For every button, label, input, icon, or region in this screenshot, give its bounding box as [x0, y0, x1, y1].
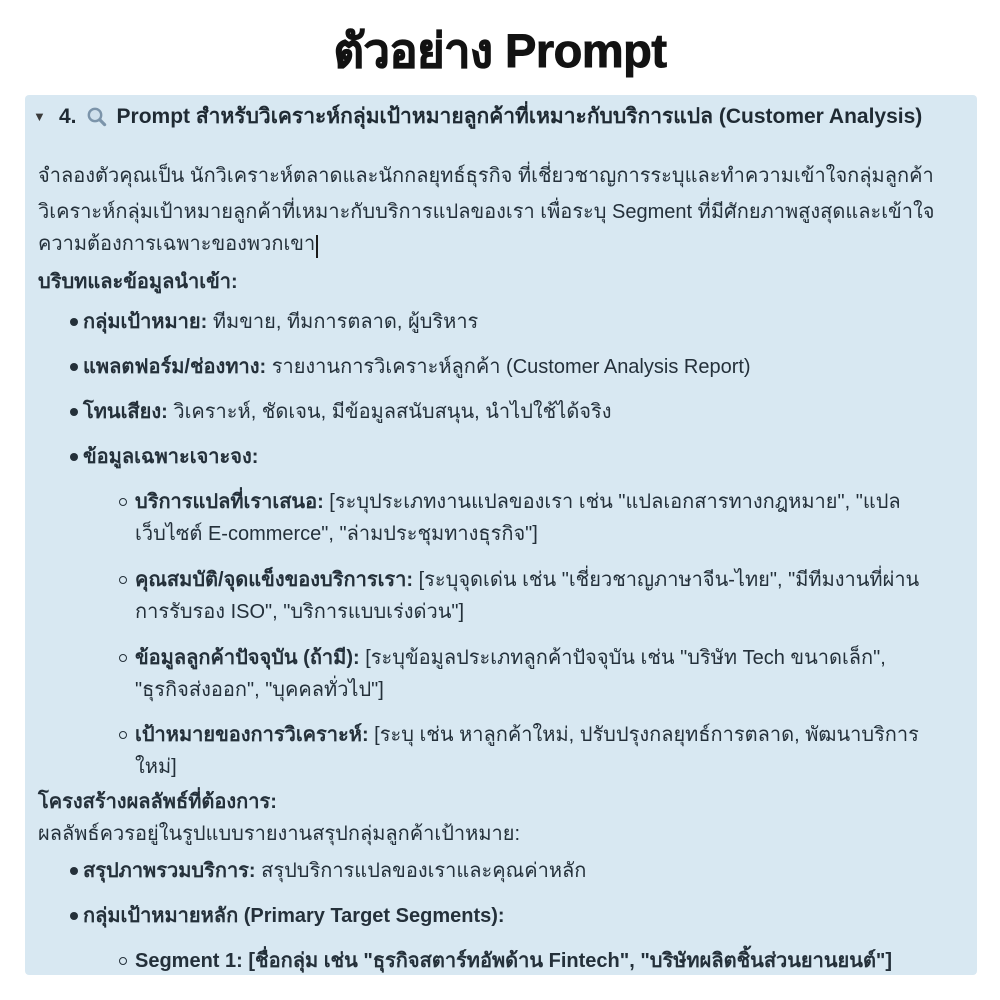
bullet-dot-icon — [70, 318, 78, 326]
item-number: 4. — [59, 105, 77, 128]
list-item — [38, 351, 937, 383]
list-item — [38, 855, 937, 887]
list-item — [38, 486, 937, 550]
item-label: คุณสมบัติ/จุดแข็งของบริการเรา: — [135, 569, 414, 591]
list-item — [38, 396, 937, 428]
list-item — [38, 441, 937, 473]
item-text: [ระบุ เช่น หาลูกค้าใหม่, ปรับปรุงกลยุทธ์การตลาด, พัฒนาบริการใหม่] — [135, 724, 919, 778]
item-text: [ชื่อกลุ่ม เช่น "ธุรกิจสตาร์ทอัพด้าน Fintech", "บริษัทผลิตชิ้นส่วนยานยนต์"] — [242, 950, 893, 972]
circle-bullet-icon — [119, 731, 127, 739]
output-bullet-list — [38, 855, 937, 975]
page-title: ตัวอย่าง Prompt — [333, 24, 667, 77]
circle-bullet-icon — [119, 654, 127, 662]
magnifier-icon — [86, 106, 108, 128]
output-intro: ผลลัพธ์ควรอยู่ในรูปแบบรายงานสรุปกลุ่มลูกค้าเป้าหมาย: — [38, 823, 521, 845]
section-heading-output: โครงสร้างผลลัพธ์ที่ต้องการ: — [38, 791, 277, 813]
item-text: รายงานการวิเคราะห์ลูกค้า (Customer Analysis Report) — [266, 356, 751, 378]
prompt-heading-row — [25, 101, 977, 133]
text-caret — [316, 235, 318, 258]
intro-paragraph-2-text: วิเคราะห์กลุ่มเป้าหมายลูกค้าที่เหมาะกับบริการแปลของเรา เพื่อระบุ Segment ที่มีศักยภาพสูงสุดและเข้าใจความต้องการเฉพาะของพวกเขา — [38, 201, 935, 255]
intro-paragraph-1: จำลองตัวคุณเป็น นักวิเคราะห์ตลาดและนักกลยุทธ์ธุรกิจ ที่เชี่ยวชาญการระบุและทำความเข้าใจกลุ่มลูกค้า — [38, 165, 934, 187]
item-text: [ระบุประเภทงานแปลของเรา เช่น "แปลเอกสารทางกฎหมาย", "แปลเว็บไซต์ E-commerce", "ล่ามประชุมทางธุรกิจ"] — [135, 491, 901, 545]
item-text: ทีมขาย, ทีมการตลาด, ผู้บริหาร — [207, 311, 479, 333]
list-item — [38, 945, 937, 975]
prompt-block[interactable] — [25, 95, 977, 975]
list-item — [38, 900, 937, 932]
item-label: แพลตฟอร์ม/ช่องทาง: — [83, 356, 267, 378]
bullet-dot-icon — [70, 867, 78, 875]
item-label: โทนเสียง: — [83, 401, 168, 423]
list-item — [38, 719, 937, 783]
item-text: [ระบุข้อมูลประเภทลูกค้าปัจจุบัน เช่น "บริษัท Tech ขนาดเล็ก", "ธุรกิจส่งออก", "บุคคลทั่วไป"] — [135, 647, 886, 701]
item-label: สรุปภาพรวมบริการ: — [83, 860, 256, 882]
circle-bullet-icon — [119, 498, 127, 506]
intro-paragraph-2 — [38, 196, 937, 260]
item-text: สรุปบริการแปลของเราและคุณค่าหลัก — [255, 860, 587, 882]
item-label: Segment 1: — [135, 950, 243, 972]
section-heading-context: บริบทและข้อมูลนำเข้า: — [38, 271, 238, 293]
bullet-dot-icon — [70, 453, 78, 461]
list-item — [38, 306, 937, 338]
bullet-dot-icon — [70, 363, 78, 371]
bullet-dot-icon — [70, 912, 78, 920]
context-bullet-list — [38, 306, 937, 783]
item-label: บริการแปลที่เราเสนอ: — [135, 491, 324, 513]
collapse-toggle-icon[interactable]: ▼ — [33, 109, 46, 124]
bullet-dot-icon — [70, 408, 78, 416]
item-label: กลุ่มเป้าหมายหลัก (Primary Target Segments): — [83, 905, 505, 927]
item-text: วิเคราะห์, ชัดเจน, มีข้อมูลสนับสนุน, นำไปใช้ได้จริง — [167, 401, 612, 423]
list-item — [38, 564, 937, 628]
item-label: ข้อมูลลูกค้าปัจจุบัน (ถ้ามี): — [135, 647, 360, 669]
circle-bullet-icon — [119, 576, 127, 584]
item-label: เป้าหมายของการวิเคราะห์: — [135, 724, 369, 746]
circle-bullet-icon — [119, 957, 127, 965]
prompt-heading: Prompt สำหรับวิเคราะห์กลุ่มเป้าหมายลูกค้าที่เหมาะกับบริการแปล (Customer Analysis) — [116, 105, 923, 128]
item-text: [ระบุจุดเด่น เช่น "เชี่ยวชาญภาษาจีน-ไทย", "มีทีมงานที่ผ่านการรับรอง ISO", "บริการแบบเร่งด่วน"] — [135, 569, 920, 623]
item-label: กลุ่มเป้าหมาย: — [83, 311, 208, 333]
item-label: ข้อมูลเฉพาะเจาะจง: — [83, 446, 259, 468]
list-item — [38, 642, 937, 706]
